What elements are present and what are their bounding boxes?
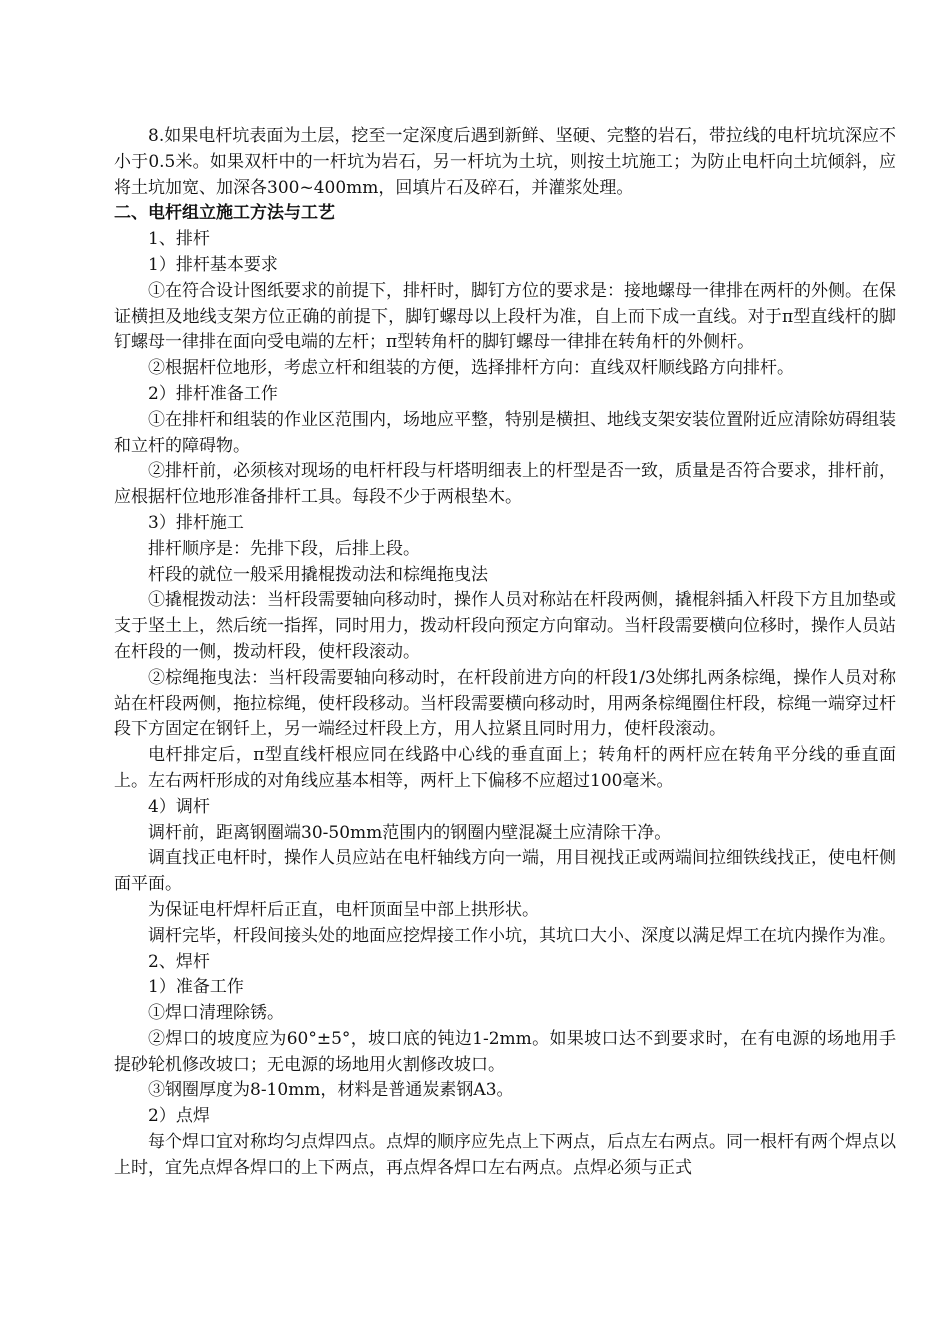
paragraph: 调直找正电杆时，操作人员应站在电杆轴线方向一端，用目视找正或两端间拉细铁线找正，使电杆侧面平面。 bbox=[114, 848, 896, 895]
paragraph: 电杆排定后，π型直线杆根应同在线路中心线的垂直面上；转角杆的两杆应在转角平分线的垂直面上。左右两杆形成的对角线应基本相等，两杆上下偏移不应超过100毫米。 bbox=[114, 745, 896, 791]
paragraph: 8.如果电杆坑表面为土层，挖至一定深度后遇到新鲜、坚硬、完整的岩石，带拉线的电杆坑坑深应不小于0.5米。如果双杆中的一杆坑为岩石，另一杆坑为土坑，则按土坑施工；为防止电杆向土坑倾斜，应将土坑加宽、加深各300~400mm，回填片石及碎石，并灌浆处理。 bbox=[114, 126, 896, 198]
paragraph: 每个焊口宜对称均匀点焊四点。点焊的顺序应先点上下两点，后点左右两点。同一根杆有两个焊点以上时，宜先点焊各焊口的上下两点，再点焊各焊口左右两点。点焊必须与正式 bbox=[114, 1132, 896, 1178]
item-heading: 1）排杆基本要求 bbox=[148, 254, 278, 275]
item-heading: 4）调杆 bbox=[148, 796, 210, 817]
subsection-heading: 1、排杆 bbox=[148, 229, 210, 250]
paragraph: 调杆前，距离钢圈端30-50mm范围内的钢圈内壁混凝土应清除干净。 bbox=[148, 822, 672, 843]
paragraph: ①在符合设计图纸要求的前提下，排杆时，脚钉方位的要求是：接地螺母一律排在两杆的外侧。在保证横担及地线支架方位正确的前提下，脚钉螺母以上段杆为准，自上而下成一直线。对于π型直线杆的脚钉螺母一律排在面向受电端的左杆；π型转角杆的脚钉螺母一律排在转角杆的外侧杆。 bbox=[114, 280, 896, 353]
paragraph: ②排杆前，必须核对现场的电杆杆段与杆塔明细表上的杆型是否一致，质量是否符合要求，排杆前，应根据杆位地形准备排杆工具。每段不少于两根垫木。 bbox=[114, 461, 896, 508]
paragraph: ③钢圈厚度为8-10mm，材料是普通炭素钢A3。 bbox=[148, 1080, 514, 1101]
section-heading: 二、电杆组立施工方法与工艺 bbox=[114, 203, 335, 224]
paragraph: ②棕绳拖曳法：当杆段需要轴向移动时，在杆段前进方向的杆段1/3处绑扎两条棕绳，操作人员对称站在杆段两侧，拖拉棕绳，使杆段移动。当杆段需要横向移动时，用两条棕绳圈住杆段，棕绳一端穿过杆段下方固定在钢钎上，另一端经过杆段上方，用人拉紧且同时用力，使杆段滚动。 bbox=[114, 667, 896, 740]
paragraph: 杆段的就位一般采用撬棍拨动法和棕绳拖曳法 bbox=[148, 564, 488, 585]
document-body bbox=[114, 124, 896, 1182]
paragraph: ②根据杆位地形，考虑立杆和组装的方便，选择排杆方向：直线双杆顺线路方向排杆。 bbox=[148, 358, 794, 379]
paragraph: ①焊口清理除锈。 bbox=[148, 1003, 284, 1024]
item-heading: 3）排杆施工 bbox=[148, 512, 244, 533]
paragraph: ②焊口的坡度应为60°±5°，坡口底的钝边1-2mm。如果坡口达不到要求时，在有电源的场地用手提砂轮机修改坡口；无电源的场地用火割修改坡口。 bbox=[114, 1028, 896, 1075]
paragraph: 为保证电杆焊杆后正直，电杆顶面呈中部上拱形状。 bbox=[148, 899, 539, 920]
paragraph: ①在排杆和组装的作业区范围内，场地应平整，特别是横担、地线支架安装位置附近应清除妨碍组装和立杆的障碍物。 bbox=[114, 409, 896, 456]
paragraph: ①撬棍拨动法：当杆段需要轴向移动时，操作人员对称站在杆段两侧，撬棍斜插入杆段下方且加垫或支于坚土上，然后统一指挥，同时用力，拨动杆段向预定方向窜动。当杆段需要横向位移时，操作人员站在杆段的一侧，拨动杆段，使杆段滚动。 bbox=[114, 590, 896, 662]
item-heading: 1）准备工作 bbox=[148, 977, 244, 998]
subsection-heading: 2、焊杆 bbox=[148, 951, 210, 972]
paragraph: 排杆顺序是：先排下段，后排上段。 bbox=[148, 538, 420, 559]
item-heading: 2）排杆准备工作 bbox=[148, 383, 278, 404]
paragraph: 调杆完毕，杆段间接头处的地面应挖焊接工作小坑，其坑口大小、深度以满足焊工在坑内操作为准。 bbox=[148, 925, 896, 946]
item-heading: 2）点焊 bbox=[148, 1106, 210, 1127]
